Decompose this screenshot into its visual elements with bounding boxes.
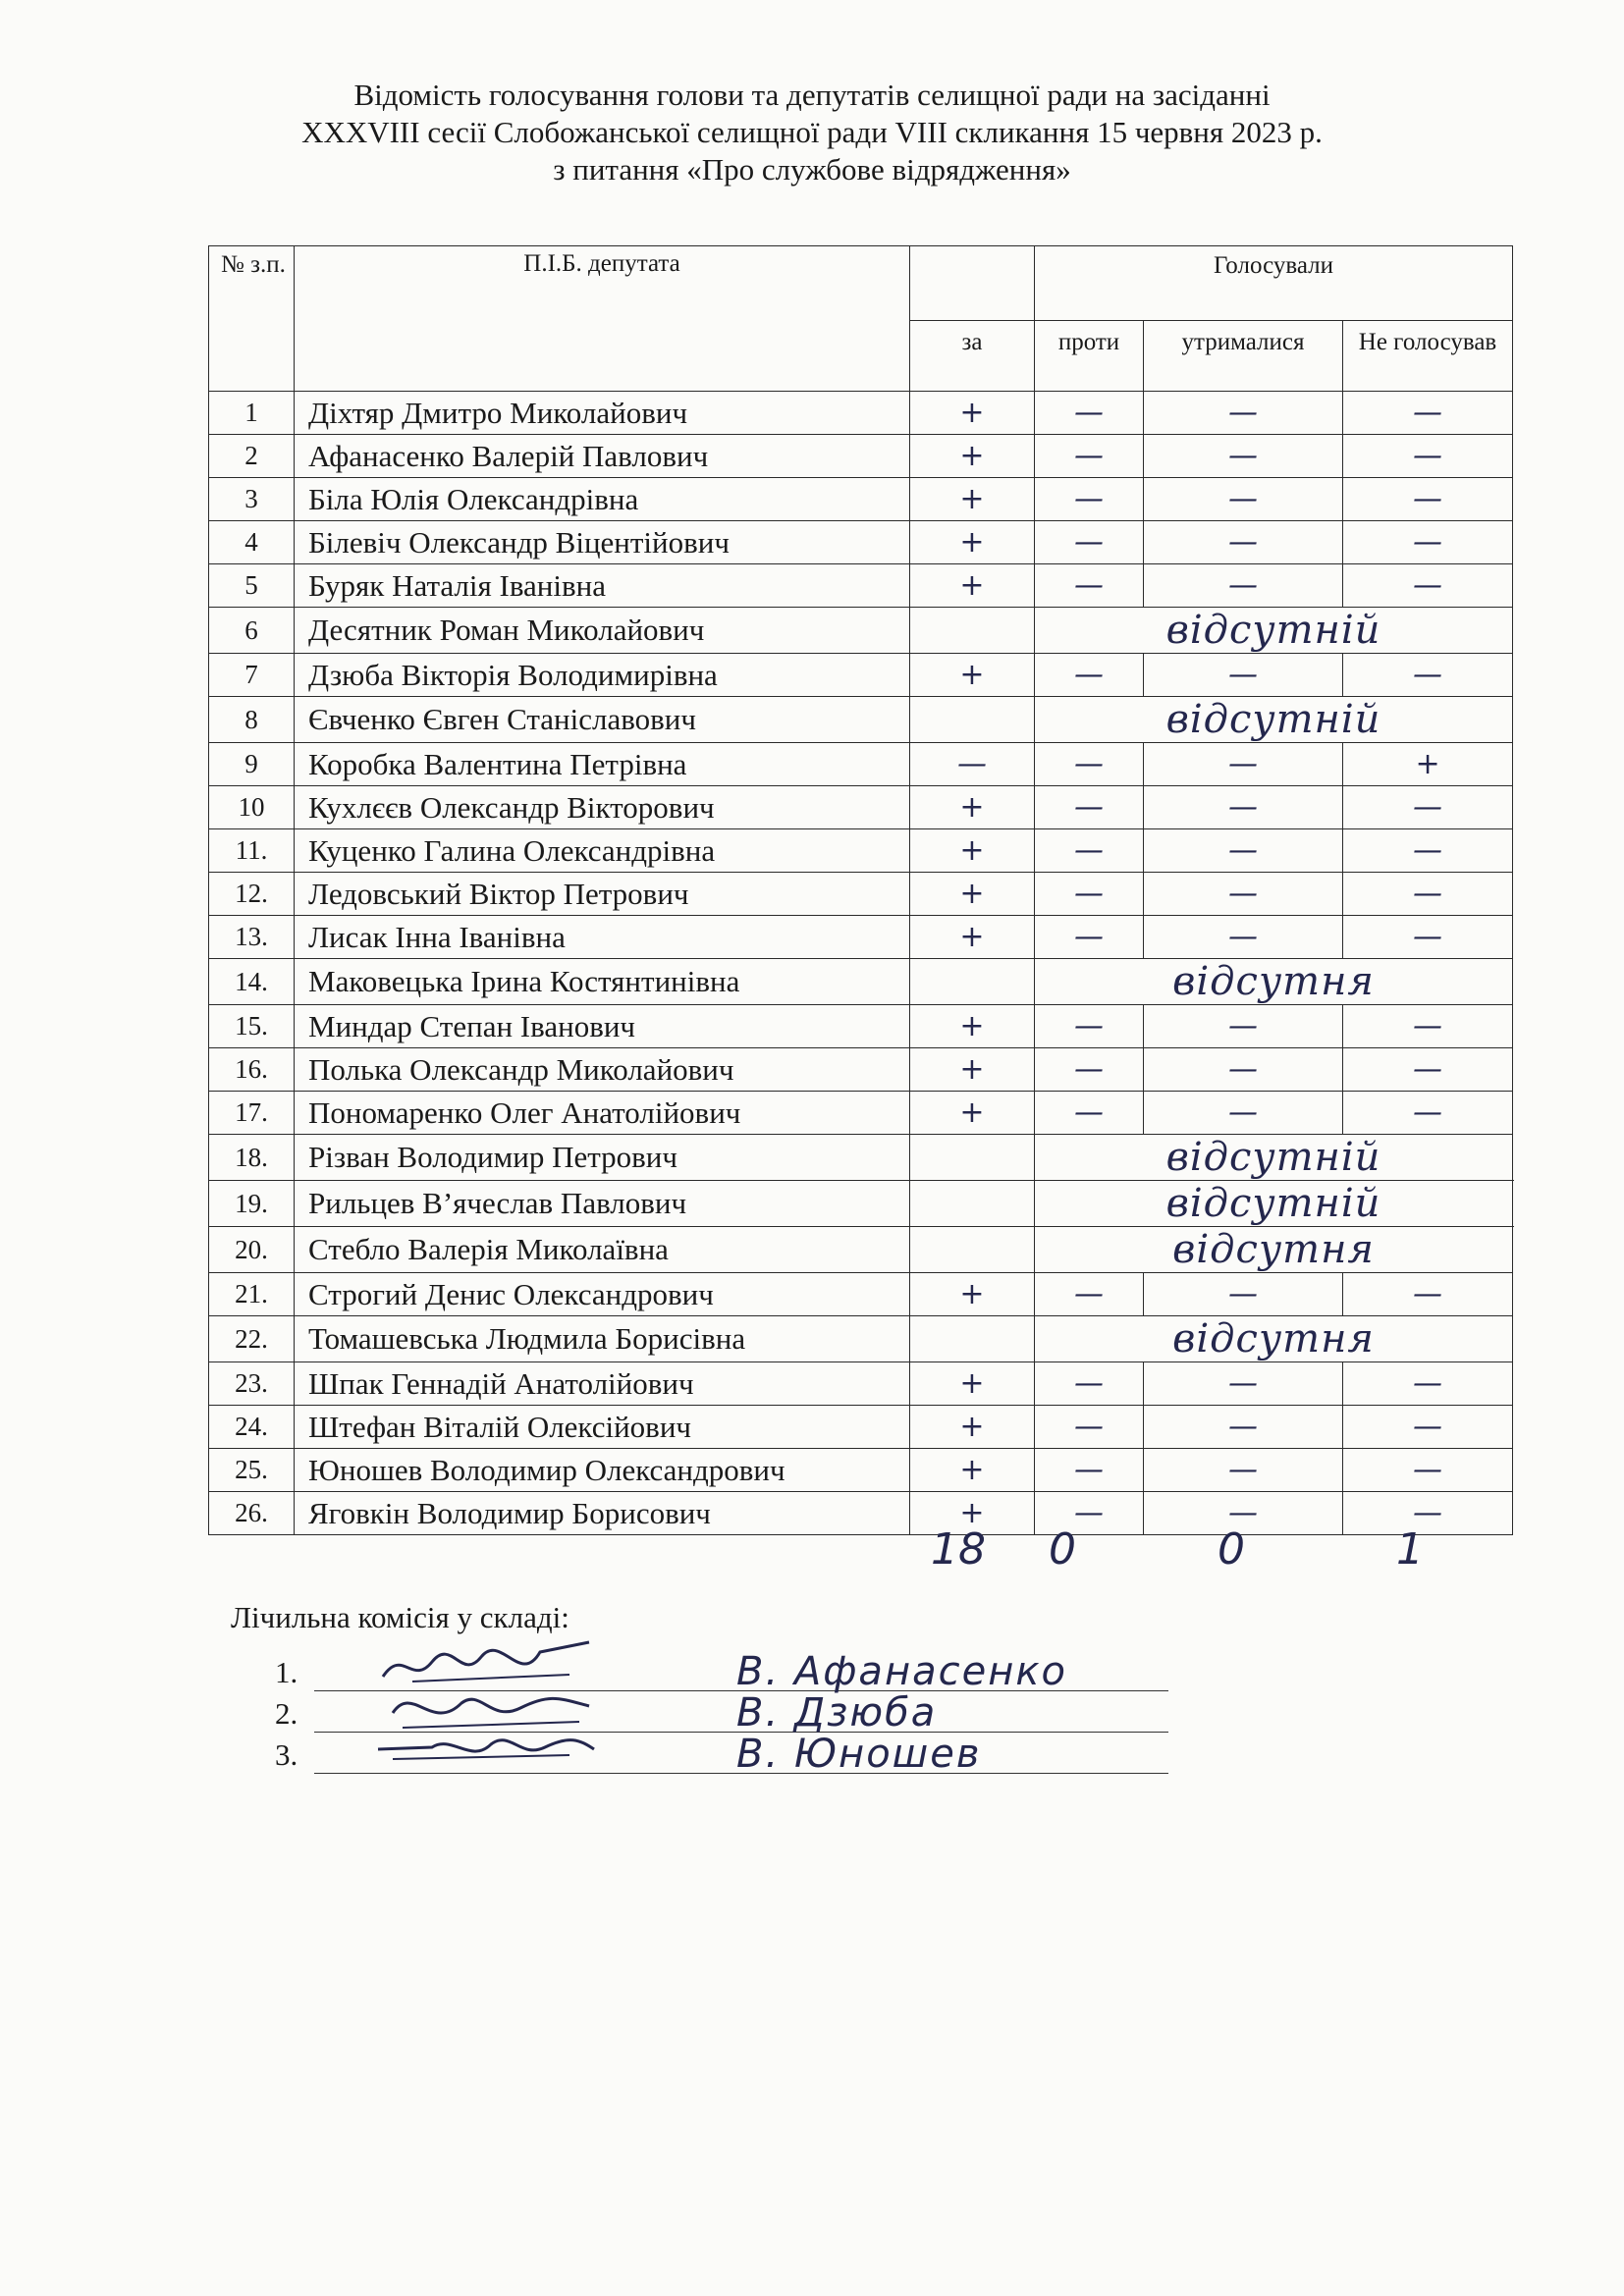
member-name: В. Дзюба [736,1690,938,1735]
vote-abstained: — [1144,1362,1343,1406]
vote-abstained: — [1144,392,1343,435]
vote-not-voted: — [1343,521,1513,564]
row-number: 25. [209,1449,295,1492]
row-number: 1 [209,392,295,435]
table-row [209,786,1513,829]
vote-not-voted: — [1343,1362,1513,1406]
table-row [209,743,1513,786]
vote-against: — [1035,873,1144,916]
vote-abstained: — [1144,873,1343,916]
deputy-name: Лисак Інна Іванівна [295,916,910,959]
vote-abstained: — [1144,521,1343,564]
title-line-3: з питання «Про службове відрядження» [553,152,1071,187]
vote-for: + [910,654,1035,697]
deputy-name: Рильцев В’ячеслав Павлович [295,1181,910,1227]
row-number: 8 [209,697,295,743]
table-body [209,392,1513,1535]
deputy-name: Ледовський Віктор Петрович [295,873,910,916]
deputy-name: Яговкін Володимир Борисович [295,1492,910,1535]
row-number: 4 [209,521,295,564]
vote-for: + [910,1492,1035,1535]
vote-abstained: — [1144,1492,1343,1535]
vote-not-voted: + [1343,743,1513,786]
vote-for: + [910,1406,1035,1449]
table-row [209,521,1513,564]
deputy-name: Десятник Роман Миколайович [295,608,910,654]
row-number: 10 [209,786,295,829]
table-row [209,697,1513,743]
vote-abstained: — [1144,1406,1343,1449]
table-row [209,1048,1513,1092]
vote-against: — [1035,916,1144,959]
vote-against: — [1035,521,1144,564]
deputy-name: Куценко Галина Олександрівна [295,829,910,873]
vote-for: + [910,521,1035,564]
vote-against: — [1035,1449,1144,1492]
vote-for: + [910,1092,1035,1135]
vote-for: + [910,1362,1035,1406]
deputy-name: Біла Юлія Олександрівна [295,478,910,521]
row-number: 2 [209,435,295,478]
vote-not-voted: — [1343,1406,1513,1449]
vote-against: — [1035,829,1144,873]
total-abstained: 0 [1218,1524,1245,1575]
row-number: 17. [209,1092,295,1135]
vote-for: + [910,435,1035,478]
row-number: 12. [209,873,295,916]
vote-abstained: — [1144,564,1343,608]
vote-not-voted: — [1343,829,1513,873]
table-row [209,1135,1513,1181]
table-row [209,1316,1513,1362]
table-row [209,608,1513,654]
deputy-name: Полька Олександр Миколайович [295,1048,910,1092]
header-name: П.І.Б. депутата [295,246,910,392]
vote-abstained: — [1144,435,1343,478]
vote-for: + [910,916,1035,959]
header-number: № з.п. [209,246,295,392]
deputy-name: Маковецька Ірина Костянтинівна [295,959,910,1005]
deputy-name: Пономаренко Олег Анатолійович [295,1092,910,1135]
row-number: 18. [209,1135,295,1181]
vote-abstained: — [1144,478,1343,521]
counting-commission [231,1600,1067,1779]
vote-against: — [1035,564,1144,608]
table-row [209,916,1513,959]
row-number: 7 [209,654,295,697]
row-number: 5 [209,564,295,608]
row-number: 16. [209,1048,295,1092]
vote-for [910,1227,1035,1273]
absent-note: відсутній [1035,697,1513,743]
vote-abstained: — [1144,743,1343,786]
row-number: 21. [209,1273,295,1316]
absent-note: відсутній [1035,1181,1513,1227]
row-number: 13. [209,916,295,959]
deputy-name: Білевіч Олександр Віцентійович [295,521,910,564]
vote-against: — [1035,1273,1144,1316]
vote-not-voted: — [1343,1092,1513,1135]
table-row [209,873,1513,916]
vote-for [910,1181,1035,1227]
title-line-2: XXXVIII сесії Слобожанської селищної ради VIII скликання 15 червня 2023 р. [301,115,1323,149]
member-number: 2. [275,1696,298,1731]
vote-not-voted: — [1343,786,1513,829]
vote-against: — [1035,392,1144,435]
row-number: 11. [209,829,295,873]
vote-against: — [1035,1492,1144,1535]
member-name: В. Юношев [736,1732,982,1777]
commission-label: Лічильна комісія у складі: [231,1600,569,1634]
table-row [209,1092,1513,1135]
vote-not-voted: — [1343,435,1513,478]
vote-for: + [910,1273,1035,1316]
row-number: 15. [209,1005,295,1048]
vote-for [910,959,1035,1005]
deputy-name: Строгий Денис Олександрович [295,1273,910,1316]
absent-note: відсутній [1035,608,1513,654]
deputy-name: Юношев Володимир Олександрович [295,1449,910,1492]
vote-abstained: — [1144,786,1343,829]
deputy-name: Діхтяр Дмитро Миколайович [295,392,910,435]
absent-note: відсутня [1035,1227,1513,1273]
vote-for [910,608,1035,654]
header-voted: Голосували [1035,246,1513,321]
vote-abstained: — [1144,1005,1343,1048]
vote-for [910,1135,1035,1181]
total-not-voted: 1 [1396,1524,1424,1575]
table-row [209,392,1513,435]
vote-not-voted: — [1343,392,1513,435]
vote-abstained: — [1144,1449,1343,1492]
vote-for: + [910,392,1035,435]
vote-not-voted: — [1343,1492,1513,1535]
table-row [209,435,1513,478]
deputy-name: Кухлєєв Олександр Вікторович [295,786,910,829]
row-number: 20. [209,1227,295,1273]
vote-for: + [910,829,1035,873]
table-row [209,1181,1513,1227]
vote-abstained: — [1144,1092,1343,1135]
vote-for: + [910,564,1035,608]
header-blank [910,246,1035,321]
vote-not-voted: — [1343,873,1513,916]
voting-table [208,245,1513,1535]
deputy-name: Євченко Євген Станіславович [295,697,910,743]
vote-not-voted: — [1343,654,1513,697]
total-for: 18 [931,1524,986,1575]
deputy-name: Миндар Степан Іванович [295,1005,910,1048]
vote-abstained: — [1144,829,1343,873]
vote-not-voted: — [1343,1005,1513,1048]
table-row [209,564,1513,608]
table-row [209,654,1513,697]
header-for: за [910,321,1035,392]
vote-for: — [910,743,1035,786]
totals-row [0,1524,1624,1583]
table-row [209,829,1513,873]
vote-for [910,1316,1035,1362]
member-number: 3. [275,1737,298,1772]
vote-against: — [1035,743,1144,786]
vote-against: — [1035,1005,1144,1048]
vote-abstained: — [1144,1048,1343,1092]
header-abstained: утрималися [1144,321,1343,392]
vote-against: — [1035,435,1144,478]
deputy-name: Різван Володимир Петрович [295,1135,910,1181]
deputy-name: Стебло Валерія Миколаївна [295,1227,910,1273]
row-number: 14. [209,959,295,1005]
row-number: 6 [209,608,295,654]
vote-not-voted: — [1343,1048,1513,1092]
vote-against: — [1035,1362,1144,1406]
absent-note: відсутній [1035,1135,1513,1181]
header-not-voted: Не голосував [1343,321,1513,392]
document-title [0,77,1624,188]
vote-for [910,697,1035,743]
vote-not-voted: — [1343,564,1513,608]
absent-note: відсутня [1035,1316,1513,1362]
vote-for: + [910,873,1035,916]
vote-for: + [910,1048,1035,1092]
vote-for: + [910,786,1035,829]
deputy-name: Шпак Геннадій Анатолійович [295,1362,910,1406]
deputy-name: Штефан Віталій Олексійович [295,1406,910,1449]
table-row [209,1273,1513,1316]
vote-not-voted: — [1343,1273,1513,1316]
total-against: 0 [1049,1524,1076,1575]
vote-against: — [1035,1092,1144,1135]
vote-not-voted: — [1343,1449,1513,1492]
absent-note: відсутня [1035,959,1513,1005]
title-line-1: Відомість голосування голови та депутатів селищної ради на засіданні [353,78,1271,112]
vote-for: + [910,1005,1035,1048]
row-number: 9 [209,743,295,786]
table-row [209,1227,1513,1273]
vote-not-voted: — [1343,916,1513,959]
table-row [209,478,1513,521]
deputy-name: Дзюба Вікторія Володимирівна [295,654,910,697]
vote-abstained: — [1144,916,1343,959]
vote-against: — [1035,1406,1144,1449]
row-number: 19. [209,1181,295,1227]
row-number: 23. [209,1362,295,1406]
vote-not-voted: — [1343,478,1513,521]
row-number: 3 [209,478,295,521]
deputy-name: Томашевська Людмила Борисівна [295,1316,910,1362]
row-number: 24. [209,1406,295,1449]
table-row [209,1005,1513,1048]
row-number: 22. [209,1316,295,1362]
vote-abstained: — [1144,1273,1343,1316]
vote-for: + [910,1449,1035,1492]
header-against: проти [1035,321,1144,392]
table-row [209,1406,1513,1449]
table-row [209,959,1513,1005]
vote-against: — [1035,1048,1144,1092]
table-row [209,1362,1513,1406]
deputy-name: Коробка Валентина Петрівна [295,743,910,786]
signature-icon [373,1720,599,1779]
vote-abstained: — [1144,654,1343,697]
member-name: В. Афанасенко [736,1649,1067,1694]
commission-member [275,1732,982,1779]
deputy-name: Афанасенко Валерій Павлович [295,435,910,478]
deputy-name: Буряк Наталія Іванівна [295,564,910,608]
vote-against: — [1035,786,1144,829]
member-number: 1. [275,1655,298,1689]
vote-for: + [910,478,1035,521]
row-number: 26. [209,1492,295,1535]
vote-against: — [1035,478,1144,521]
table-row [209,1449,1513,1492]
vote-against: — [1035,654,1144,697]
